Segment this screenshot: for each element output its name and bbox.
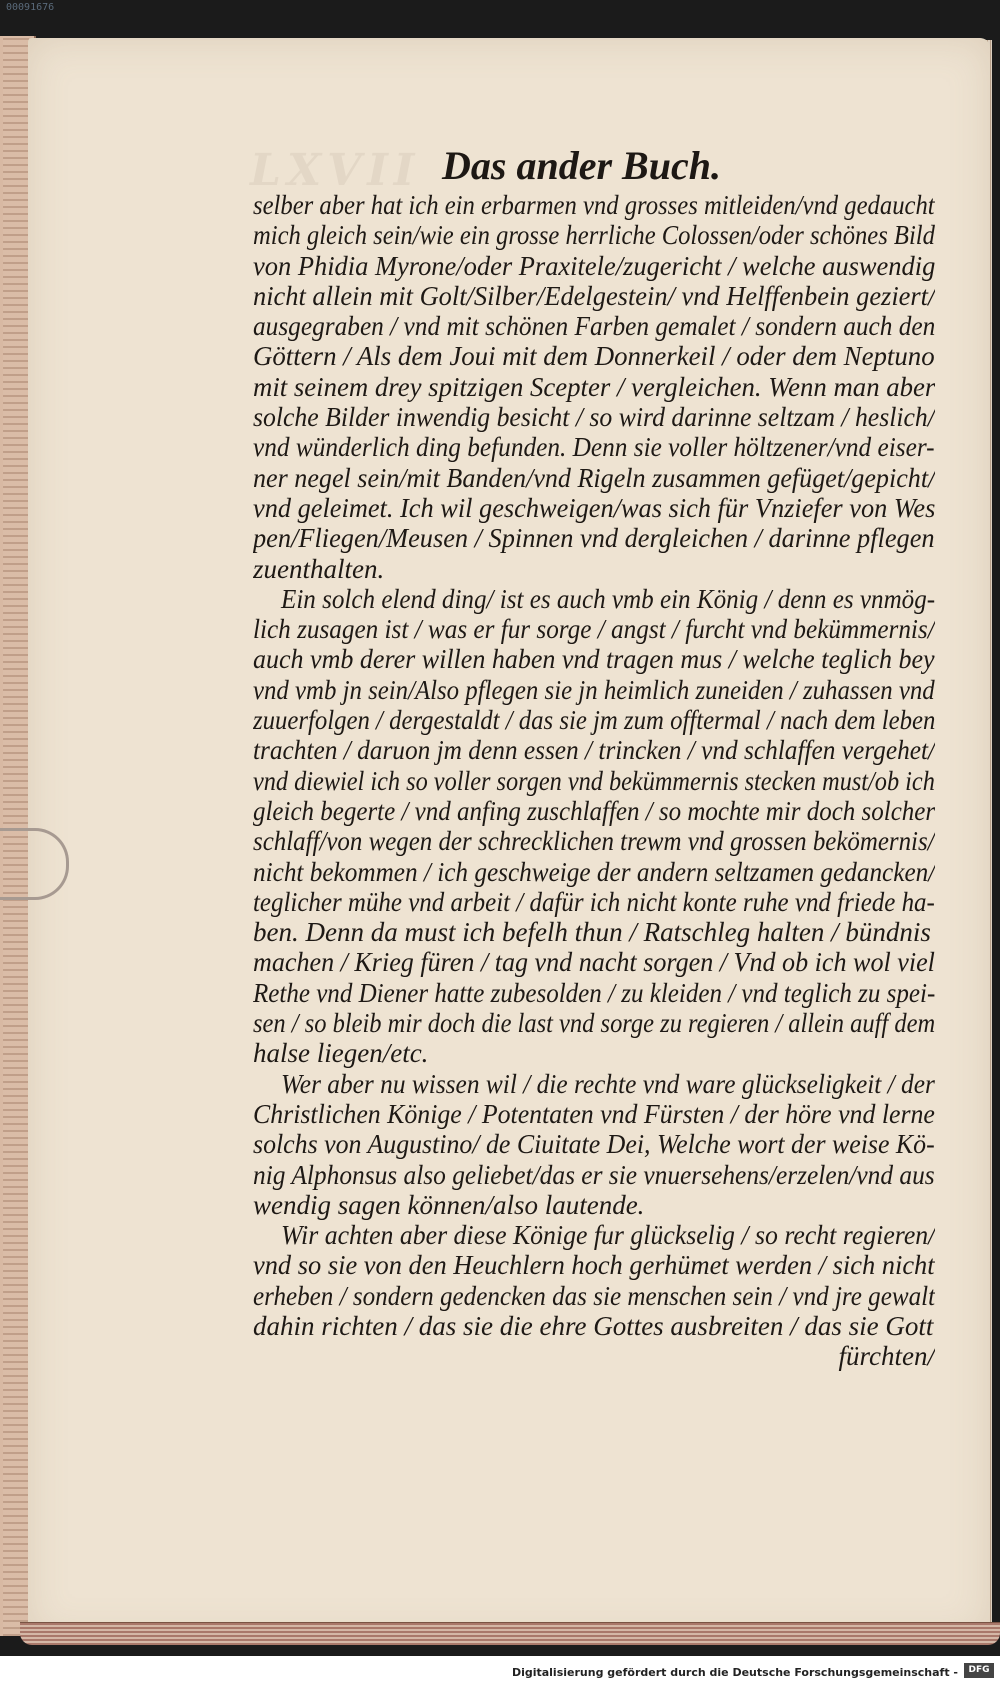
text-line-content: Wir achten aber diese Könige fur glückselig / so recht regieren/ (281, 1220, 935, 1251)
dfg-logo-icon: DFG (964, 1663, 994, 1678)
text-line (253, 402, 935, 432)
text-line-content: vnd geleimet. Ich wil geschweigen/was sich für Vnziefer von Wes (253, 492, 935, 523)
text-line (253, 190, 935, 220)
text-line (253, 887, 935, 917)
text-line-content: von Phidia Myrone/oder Praxitele/zugericht / welche auswendig (253, 250, 935, 281)
text-line-content: sen / so bleib mir doch die last vnd sorge zu regieren / allein auff dem (253, 1008, 935, 1039)
scan-id-label: 00091676 (6, 2, 55, 13)
text-line (253, 1160, 935, 1190)
page-header: Das ander Buch. (442, 143, 721, 188)
text-line-content: vnd vmb jn sein/Also pflegen sie jn heimlich zuneiden / zuhassen vnd (253, 674, 935, 705)
text-line-content: solche Bilder inwendig besicht / so wird darinne seltzam / heslich/ (253, 402, 935, 433)
text-line-content: Wer aber nu wissen wil / die rechte vnd ware glückseligkeit / der (281, 1068, 935, 1099)
text-line (253, 675, 935, 705)
text-line (253, 251, 935, 281)
funding-credit: Digitalisierung gefördert durch die Deutsche Forschungsgemeinschaft - (511, 1666, 958, 1679)
text-line (253, 1069, 935, 1099)
text-line-content: machen / Krieg füren / tag vnd nacht sorgen / Vnd ob ich wol viel (253, 947, 935, 978)
text-line (253, 372, 935, 402)
text-line-content: solchs von Augustino/ de Ciuitate Dei, Welche wort der weise Kö- (253, 1129, 935, 1160)
text-line-content: ben. Denn da must ich befelh thun / Ratschleg halten / bündnis (253, 917, 931, 948)
text-line (253, 705, 935, 735)
text-line-content: ner negel sein/mit Banden/vnd Rigeln zusammen gefüget/gepicht/ (253, 462, 935, 493)
footer-bar (0, 1656, 1000, 1690)
text-line (253, 947, 935, 977)
text-line-content: Ein solch elend ding/ ist es auch vmb ein König / denn es vnmög- (281, 583, 935, 614)
text-line (253, 1311, 935, 1341)
text-line (253, 1099, 935, 1129)
text-line-content: trachten / daruon jm denn essen / trincken / vnd schlaffen vergehet/ (253, 735, 935, 766)
text-line-content: vnd wünderlich ding befunden. Denn sie voller höltzener/vnd eiser- (253, 432, 935, 463)
text-line (253, 644, 935, 674)
text-line-content: nicht bekommen / ich geschweige der andern seltzamen gedancken/ (253, 856, 935, 887)
text-line (253, 857, 935, 887)
text-line (253, 766, 935, 796)
text-line (253, 1038, 935, 1068)
text-line (253, 1008, 935, 1038)
text-line (253, 311, 935, 341)
text-line-content: wendig sagen können/also lautende. (253, 1189, 645, 1220)
text-line-content: gleich begerte / vnd anfing zuschlaffen / so mochte mir doch solcher (253, 795, 935, 826)
text-line-content: dahin richten / das sie die ehre Gottes ausbreiten / das sie Gott (253, 1310, 934, 1341)
text-line-content: zuuerfolgen / dergestaldt / das sie jm zum offtermal / nach dem leben (253, 705, 935, 736)
text-line (253, 554, 935, 584)
text-line (253, 1250, 935, 1280)
text-line (253, 735, 935, 765)
text-line-content: teglicher mühe vnd arbeit / dafür ich nicht konte ruhe vnd friede ha- (253, 886, 935, 917)
text-line-content: nicht allein mit Golt/Silber/Edelgestein/ vnd Helffenbein geziert/ (253, 280, 935, 311)
text-line (253, 1190, 935, 1220)
page-body-text (253, 190, 935, 1372)
page-bottom-edge (20, 1622, 1000, 1645)
text-line (253, 826, 935, 856)
text-line-content: auch vmb derer willen haben vnd tragen mus / welche teglich bey (253, 644, 935, 675)
text-line (253, 1281, 935, 1311)
text-line-content: pen/Fliegen/Meusen / Spinnen vnd dergleichen / darinne pflegen (253, 523, 935, 554)
text-line (253, 463, 935, 493)
page-clip (0, 828, 69, 900)
text-line-content: mit seinem drey spitzigen Scepter / vergleichen. Wenn man aber (253, 371, 935, 402)
text-line (253, 978, 935, 1008)
text-line (253, 584, 935, 614)
text-line-content: lich zusagen ist / was er fur sorge / angst / furcht vnd bekümmernis/ (253, 614, 935, 645)
text-line (253, 614, 935, 644)
text-line-content: nig Alphonsus also geliebet/das er sie vnuersehens/erzelen/vnd aus (253, 1159, 935, 1190)
text-line (253, 341, 935, 371)
text-line-content: mich gleich sein/wie ein grosse herrliche Colossen/oder schönes Bild (253, 220, 935, 251)
text-line (253, 220, 935, 250)
text-line (253, 1341, 935, 1371)
text-line-content: fürchten/ (838, 1341, 935, 1372)
text-line-content: Rethe vnd Diener hatte zubesolden / zu kleiden / vnd teglich zu spei- (253, 977, 935, 1008)
text-line (253, 493, 935, 523)
text-line-content: selber aber hat ich ein erbarmen vnd grosses mitleiden/vnd gedaucht (253, 190, 935, 220)
bleed-through-header: LXVII (250, 145, 421, 196)
text-line (253, 917, 935, 947)
text-line (253, 1129, 935, 1159)
text-line (253, 523, 935, 553)
text-line-content: zuenthalten. (253, 553, 385, 584)
text-line-content: Göttern / Als dem Joui mit dem Donnerkeil / oder dem Neptuno (253, 341, 935, 372)
text-line-content: vnd so sie von den Heuchlern hoch gerhümet werden / sich nicht (253, 1250, 935, 1281)
text-line-content: Christlichen Könige / Potentaten vnd Fürsten / der höre vnd lerne (253, 1098, 935, 1129)
text-line-content: erheben / sondern gedencken das sie menschen sein / vnd jre gewalt (253, 1280, 935, 1311)
text-line (253, 1220, 935, 1250)
text-line-content: halse liegen/etc. (253, 1038, 429, 1069)
text-line (253, 432, 935, 462)
text-line-content: schlaff/von wegen der schrecklichen trewm vnd grossen bekömernis/ (253, 826, 935, 857)
text-line (253, 281, 935, 311)
text-line (253, 796, 935, 826)
text-line-content: ausgegraben / vnd mit schönen Farben gemalet / sondern auch den (253, 311, 935, 342)
text-line-content: vnd diewiel ich so voller sorgen vnd bekümmernis stecken must/ob ich (253, 765, 935, 796)
